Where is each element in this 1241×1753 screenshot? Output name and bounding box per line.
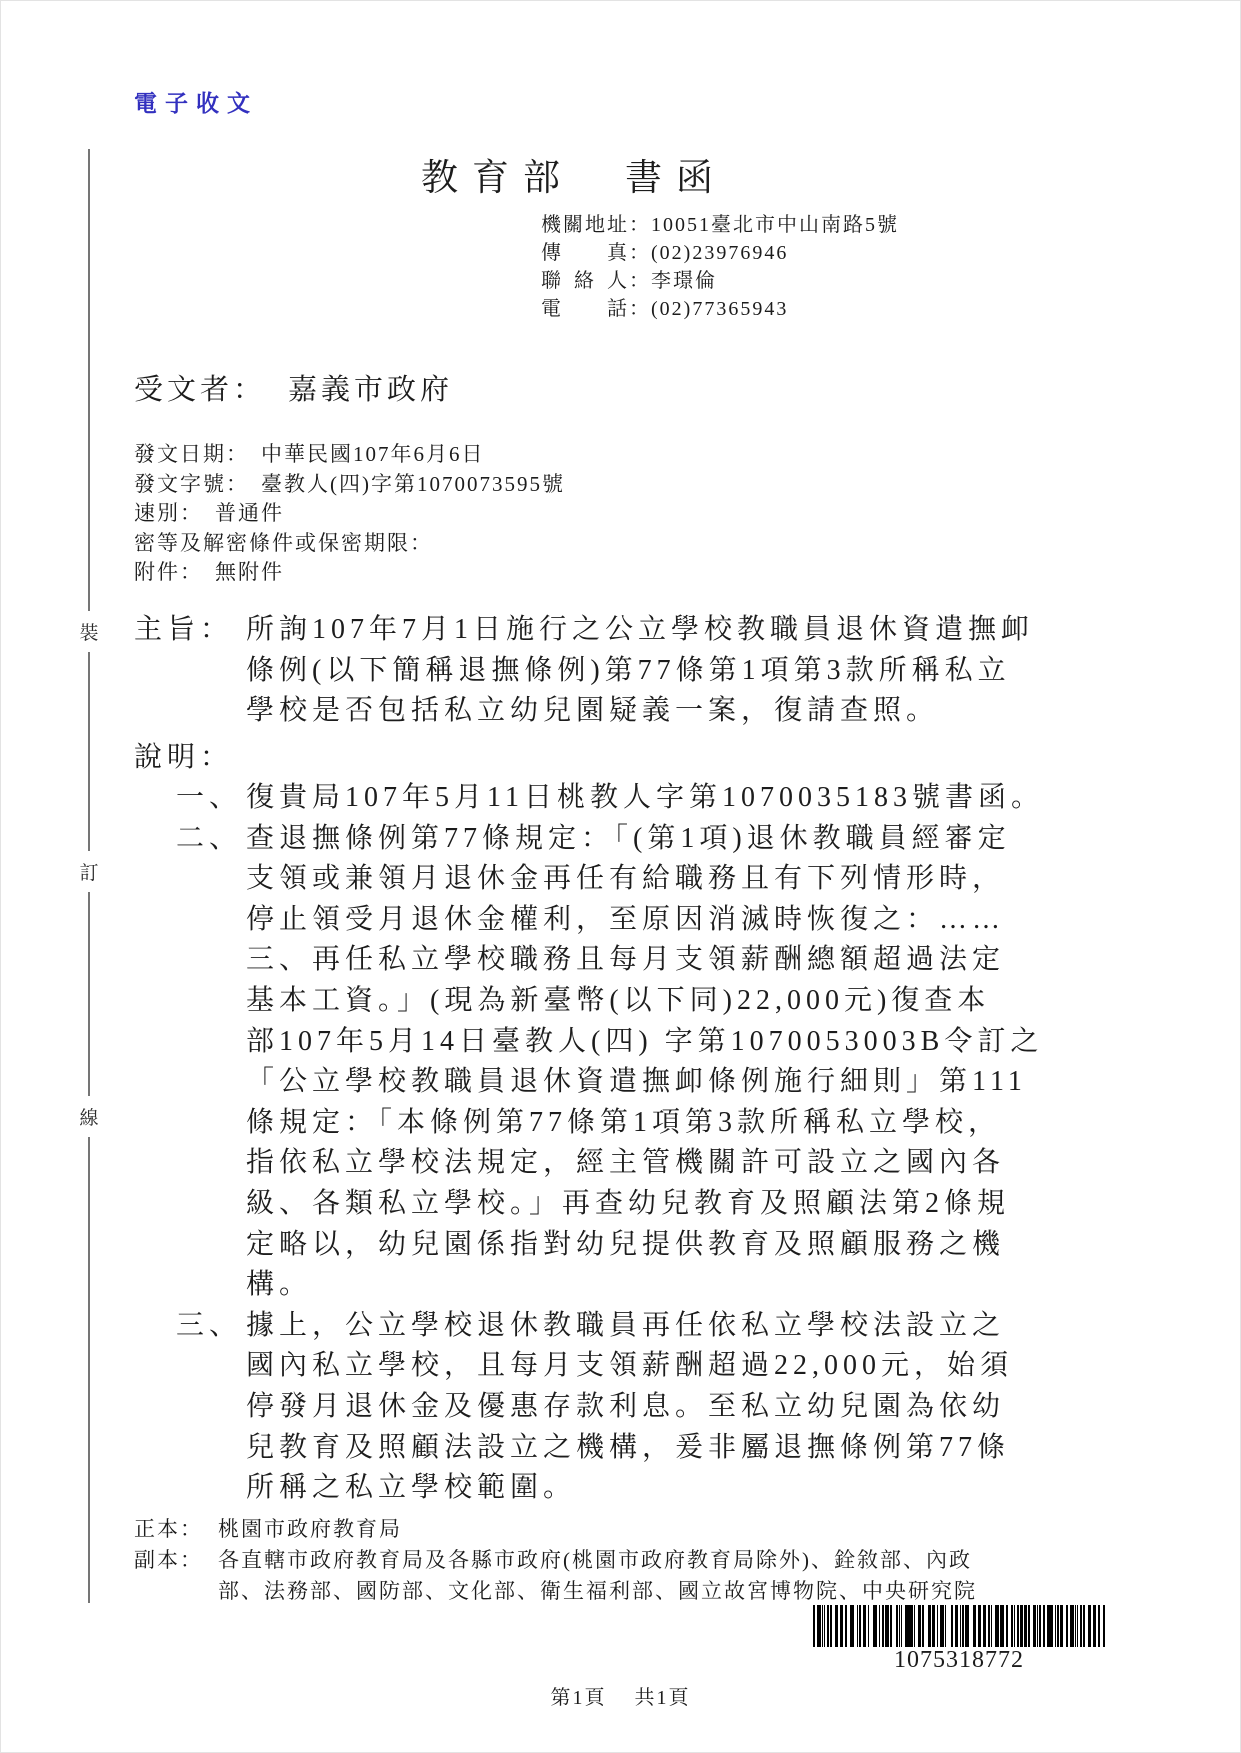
colon: ： bbox=[180, 501, 203, 525]
priority-value: 普通件 bbox=[215, 501, 284, 525]
copy-recipient-label: 副本： bbox=[134, 1548, 203, 1572]
electronic-receipt-stamp: 電子收文 bbox=[134, 91, 258, 116]
original-recipient-label: 正本： bbox=[134, 1517, 203, 1541]
colon: ： bbox=[629, 298, 651, 320]
item-number: 一、 bbox=[176, 782, 243, 813]
recipient-value: 嘉義市政府 bbox=[288, 374, 454, 406]
sender-phone-label: 電話 bbox=[541, 298, 629, 320]
distribution-block bbox=[134, 1514, 977, 1607]
priority-label: 速別 bbox=[134, 501, 180, 525]
issue-date-label: 發文日期 bbox=[134, 442, 226, 466]
issue-date-value: 中華民國107年6月6日 bbox=[261, 442, 485, 466]
classification-row bbox=[134, 529, 565, 559]
classification-label: 密等及解密條件或保密期限 bbox=[134, 530, 410, 555]
sender-info-block bbox=[541, 211, 899, 323]
copy-recipient-row bbox=[134, 1545, 977, 1607]
item-text: 復貴局107年5月11日桃教人字第1070035183號書函。 bbox=[246, 782, 1044, 813]
recipient-label: 受文者 bbox=[134, 374, 234, 406]
barcode bbox=[813, 1605, 1105, 1647]
page-number-footer bbox=[1, 1681, 1240, 1710]
colon: ： bbox=[629, 214, 651, 236]
colon: ： bbox=[629, 270, 651, 292]
colon: ： bbox=[629, 242, 651, 264]
recipient-row bbox=[134, 367, 453, 408]
colon: ： bbox=[410, 530, 433, 555]
colon: ： bbox=[180, 1517, 203, 1541]
colon: ： bbox=[226, 442, 249, 466]
description-item-2 bbox=[134, 819, 1044, 1306]
binding-label-zhuang: 裝 bbox=[75, 611, 103, 652]
sender-contact-row bbox=[541, 267, 899, 295]
binding-label-ding: 訂 bbox=[75, 851, 103, 892]
subject-label: 主旨： bbox=[134, 614, 234, 645]
priority-row bbox=[134, 499, 565, 529]
original-recipient-row bbox=[134, 1514, 977, 1545]
metadata-block bbox=[134, 440, 565, 588]
attachment-value: 無附件 bbox=[215, 560, 284, 584]
sender-fax-label: 傳真 bbox=[541, 242, 629, 264]
doc-number-value: 臺教人(四)字第1070073595號 bbox=[261, 471, 565, 496]
colon: ： bbox=[180, 1548, 203, 1572]
description-item-3 bbox=[134, 1306, 1044, 1509]
description-label: 說明： bbox=[134, 742, 234, 773]
item-number: 二、 bbox=[176, 822, 243, 854]
description-item-1 bbox=[134, 778, 1044, 819]
item-text: 查退撫條例第77條規定：「(第1項)退休教職員經審定 支領或兼領月退休金再任有給職務且有下列情形時， 停止領受月退休金權利，至原因消滅時恢復之：…… 三、再任私立學校職務且每月支領薪酬總額超過法定 基本工資。」(現為新臺幣(以下同)22,000元)復查本 部107年5月14日臺教人(四) 字第1070053003B令訂之 「公立學校教職員退休資遣撫卹條例施行細則」第111 條規定：「本條例第77條第1項第3款所稱私立學校， 指依私立學校法規定，經主管機關許可設立之國內各 級、各類私立學校。」再查幼兒教育及照顧法第2條規 定略以，幼兒園係指對幼兒提供教育及照顧服務之機 構。 bbox=[246, 822, 1044, 1301]
sender-address-row bbox=[541, 211, 899, 239]
sender-address-value: 10051臺北市中山南路5號 bbox=[651, 214, 899, 236]
binding-label-xian: 線 bbox=[75, 1096, 103, 1137]
attachment-row bbox=[134, 558, 565, 588]
issue-date-row bbox=[134, 440, 565, 470]
colon: ： bbox=[233, 374, 267, 406]
colon: ： bbox=[200, 742, 234, 773]
description-items bbox=[134, 778, 1044, 1509]
subject-text: 所詢107年7月1日施行之公立學校教職員退休資遣撫卹 條例(以下簡稱退撫條例)第77條第1項第3款所稱私立 學校是否包括私立幼兒園疑義一案，復請查照。 bbox=[246, 614, 1035, 727]
sender-phone-row bbox=[541, 295, 899, 323]
document-title: 教育部 書函 bbox=[421, 158, 727, 199]
item-text: 據上，公立學校退休教職員再任依私立學校法設立之 國內私立學校，且每月支領薪酬超過22,000元，始須 停發月退休金及優惠存款利息。至私立幼兒園為依幼 兒教育及照顧法設立之機構，爰非屬退撫條例第77條 所稱之私立學校範圍。 bbox=[246, 1309, 1014, 1504]
colon: ： bbox=[226, 471, 249, 496]
subject-block bbox=[134, 610, 1034, 732]
sender-fax-row bbox=[541, 239, 899, 267]
colon: ： bbox=[180, 560, 203, 584]
sender-address-label: 機關地址 bbox=[541, 214, 629, 236]
attachment-label: 附件 bbox=[134, 560, 180, 584]
sender-contact-label: 聯絡人 bbox=[541, 270, 629, 292]
item-number: 三、 bbox=[176, 1309, 243, 1341]
doc-number-row bbox=[134, 470, 565, 500]
original-recipient-text: 桃園市政府教育局 bbox=[218, 1517, 402, 1541]
copy-recipient-text: 各直轄市政府教育局及各縣市政府(桃園市政府教育局除外)、銓敘部、內政 部、法務部、國防部、文化部、衛生福利部、國立故宮博物院、中央研究院 bbox=[218, 1548, 977, 1603]
barcode-number: 1075318772 bbox=[894, 1647, 1024, 1673]
page-number: 第1頁 bbox=[550, 1687, 607, 1709]
sender-fax-value: (02)23976946 bbox=[651, 242, 789, 264]
colon: ： bbox=[200, 614, 234, 645]
sender-contact-value: 李璟倫 bbox=[651, 270, 717, 292]
total-pages: 共1頁 bbox=[634, 1687, 691, 1709]
doc-number-label: 發文字號 bbox=[134, 471, 226, 496]
sender-phone-value: (02)77365943 bbox=[651, 298, 789, 320]
